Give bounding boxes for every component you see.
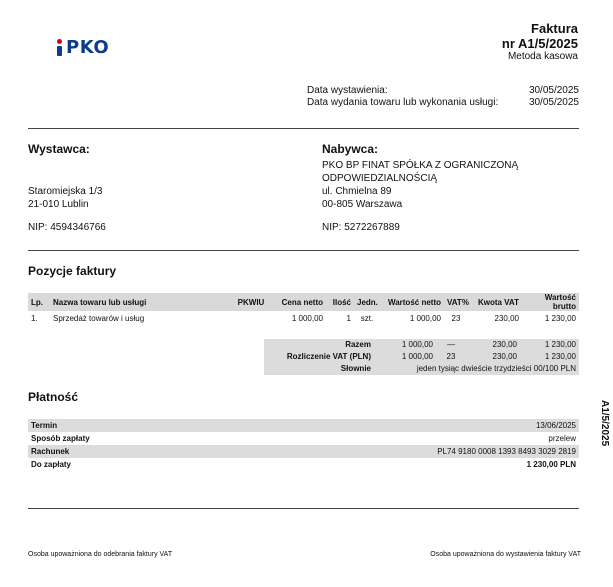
summary-vat-net: 1 000,00 xyxy=(401,352,433,361)
summary-vat-label: Rozliczenie VAT (PLN) xyxy=(286,352,371,361)
payment-account-label: Rachunek xyxy=(31,447,70,456)
seller-block xyxy=(28,143,288,234)
row-lp: 1. xyxy=(31,313,38,323)
seller-city: 21-010 Lublin xyxy=(28,199,89,210)
summary-vat-rate: 23 xyxy=(446,352,456,361)
signature-receiver: Osoba upoważniona do odebrania faktury VAT xyxy=(28,551,173,558)
row-unit: szt. xyxy=(360,313,374,323)
row-net-value: 1 000,00 xyxy=(409,313,441,323)
payment-total-value: 1 230,00 PLN xyxy=(526,460,576,469)
buyer-street: ul. Chmielna 89 xyxy=(322,186,392,197)
divider-top xyxy=(28,128,579,129)
col-pkwiu: PKWIU xyxy=(232,293,270,311)
payment-block xyxy=(28,419,579,471)
delivery-date-value: 30/05/2025 xyxy=(528,97,579,108)
buyer-block xyxy=(322,143,582,234)
summary-box xyxy=(264,339,579,375)
payment-total-row xyxy=(28,458,579,471)
payment-account-value: PL74 9180 0008 1393 8493 3029 2819 xyxy=(437,447,576,456)
col-net-price: Cena netto xyxy=(270,293,326,311)
invoice-number: nr A1/5/2025 xyxy=(501,36,578,51)
seller-nip: NIP: 4594346766 xyxy=(28,222,106,233)
summary-total-net: 1 000,00 xyxy=(401,340,433,349)
summary-words-label: Słownie xyxy=(340,364,371,373)
payment-due-value: 13/06/2025 xyxy=(535,421,576,430)
summary-total-row xyxy=(264,339,579,351)
summary-vat-gross: 1 230,00 xyxy=(544,352,576,361)
col-lp: Lp. xyxy=(28,293,50,311)
summary-vat-row xyxy=(264,351,579,363)
col-net-value: Wartość netto xyxy=(380,293,444,311)
buyer-name-line2: ODPOWIEDZIALNOŚCIĄ xyxy=(322,173,438,184)
delivery-date-row xyxy=(307,97,579,109)
payment-due-label: Termin xyxy=(31,421,58,430)
company-logo xyxy=(56,37,109,57)
invoice-title: Faktura xyxy=(531,21,578,36)
buyer-heading: Nabywca: xyxy=(322,142,379,156)
buyer-nip: NIP: 5272267889 xyxy=(322,222,400,233)
buyer-name-line1: PKO BP FINAT SPÓŁKA Z OGRANICZONĄ xyxy=(322,160,519,171)
items-table xyxy=(28,293,579,325)
col-unit: Jedn. xyxy=(354,293,380,311)
pko-logo-icon xyxy=(56,39,64,56)
summary-total-gross: 1 230,00 xyxy=(544,340,576,349)
col-gross-value: Wartość brutto xyxy=(522,293,579,311)
invoice-dates xyxy=(307,85,579,109)
col-vat-amount: Kwota VAT xyxy=(468,293,522,311)
table-row xyxy=(28,311,579,325)
buyer-city: 00-805 Warszawa xyxy=(322,199,403,210)
payment-method-row xyxy=(28,432,579,445)
row-net-price: 1 000,00 xyxy=(291,313,323,323)
seller-street: Staromiejska 1/3 xyxy=(28,186,103,197)
divider-middle xyxy=(28,250,579,251)
payment-account-row xyxy=(28,445,579,458)
summary-total-vat-rate: — xyxy=(447,340,455,349)
payment-total-label: Do zapłaty xyxy=(31,460,72,469)
side-document-number: A1/5/2025 xyxy=(599,400,610,447)
col-vat-rate: VAT% xyxy=(444,293,468,311)
payment-method-label: Sposób zapłaty xyxy=(31,434,90,443)
row-pkwiu xyxy=(232,311,270,325)
summary-total-vat-amount: 230,00 xyxy=(492,340,517,349)
summary-words-row xyxy=(264,363,579,375)
payment-title: Płatność xyxy=(28,390,79,404)
summary-total-label: Razem xyxy=(345,340,371,349)
invoice-method: Metoda kasowa xyxy=(507,51,578,62)
row-gross-value: 1 230,00 xyxy=(544,313,576,323)
signature-issuer: Osoba upoważniona do wystawienia faktury VAT xyxy=(430,551,581,558)
issue-date-label: Data wystawienia: xyxy=(307,85,388,96)
summary-words-value: jeden tysiąc dwieście trzydzieści 00/100 PLN xyxy=(416,364,576,373)
issue-date-row xyxy=(307,85,579,97)
summary-vat-amount: 230,00 xyxy=(492,352,517,361)
items-title: Pozycje faktury xyxy=(28,264,117,278)
seller-heading: Wystawca: xyxy=(28,142,90,156)
row-name: Sprzedaż towarów i usług xyxy=(53,313,145,323)
row-vat-rate: 23 xyxy=(451,313,461,323)
payment-method-value: przelew xyxy=(548,434,576,443)
col-qty: Ilość xyxy=(326,293,354,311)
divider-bottom xyxy=(28,508,579,509)
issue-date-value: 30/05/2025 xyxy=(528,85,579,96)
row-qty: 1 xyxy=(346,313,351,323)
items-header-row xyxy=(28,293,579,311)
row-vat-amount: 230,00 xyxy=(494,313,519,323)
payment-due-row xyxy=(28,419,579,432)
logo-text: PKO xyxy=(66,36,110,58)
delivery-date-label: Data wydania towaru lub wykonania usługi: xyxy=(307,97,499,108)
col-name: Nazwa towaru lub usługi xyxy=(50,293,232,311)
